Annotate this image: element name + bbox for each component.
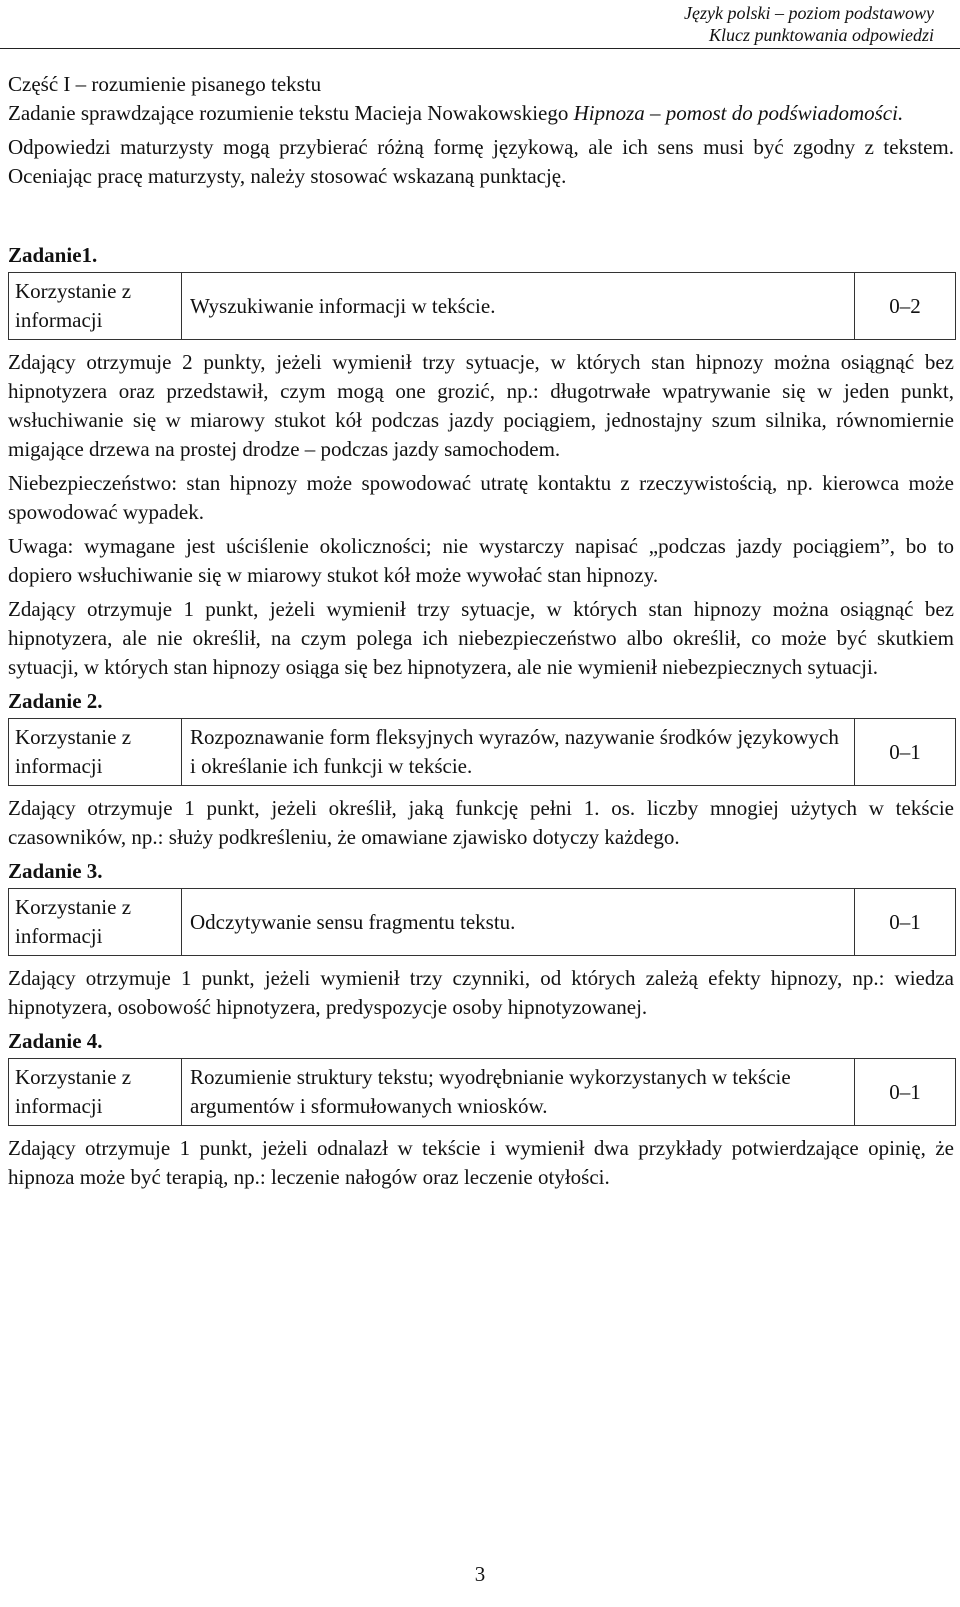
skill-description: Rozumienie struktury tekstu; wyodrębnianie wykorzystanych w tekście argumentów i sformułowanych wniosków. (182, 1059, 855, 1126)
skill-table (8, 718, 956, 786)
scoring-paragraph: Uwaga: wymagane jest uściślenie okoliczności; nie wystarczy napisać „podczas jazdy pociągiem”, bo to dopiero wsłuchiwanie się w miarowy stukot kół może wywołać stan hipnozy. (8, 534, 954, 587)
skill-category: Korzystanie z informacji (9, 889, 182, 956)
task-1 (8, 241, 954, 682)
scoring-paragraph: Niebezpieczeństwo: stan hipnozy może spowodować utratę kontaktu z rzeczywistością, np. kierowca może spowodować wypadek. (8, 471, 954, 524)
skill-description: Odczytywanie sensu fragmentu tekstu. (182, 889, 855, 956)
text-title: Hipnoza – pomost do podświadomości. (573, 101, 904, 125)
task-title: Zadanie1. (8, 243, 98, 267)
scoring-paragraph: Zdający otrzymuje 2 punkty, jeżeli wymienił trzy sytuacje, w których stan hipnozy można osiągnąć bez hipnotyzera oraz przedstawił, czym mogą one grozić, np.: długotrwałe wpatrywanie się w jeden punkt, wsłuchiwanie się w miarowy stukot kół podczas jazdy pociągiem, jednostajny szum silnika, równomiernie migające drzewa na prostej drodze – podczas jazdy samochodem. (8, 350, 954, 461)
skill-description: Wyszukiwanie informacji w tekście. (182, 273, 855, 340)
scoring-paragraph: Zdający otrzymuje 1 punkt, jeżeli wymienił trzy sytuacje, w których stan hipnozy można osiągnąć bez hipnotyzera, ale nie określił, na czym polega ich niebezpieczeństwo albo określił, co może być skutkiem sytuacji, w których stan hipnozy osiąga się bez hipnotyzera, ale nie wymienił niebezpiecznych sytuacji. (8, 597, 954, 679)
skill-table (8, 888, 956, 956)
skill-table (8, 1058, 956, 1126)
document-body (8, 70, 954, 1197)
task-title: Zadanie 3. (8, 859, 103, 883)
scoring-paragraph: Zdający otrzymuje 1 punkt, jeżeli wymienił trzy czynniki, od których zależą efekty hipnozy, np.: wiedza hipnotyzera, osobowość hipnotyzera, predyspozycje osoby hipnotyzowanej. (8, 966, 954, 1019)
page-number: 3 (474, 1562, 486, 1586)
points-range: 0–2 (855, 273, 956, 340)
skill-category: Korzystanie z informacji (9, 719, 182, 786)
task-description-text: Zadanie sprawdzające rozumienie tekstu Macieja Nowakowskiego (8, 101, 574, 125)
page-header (534, 0, 934, 46)
task-3 (8, 857, 954, 1022)
task-title: Zadanie 2. (8, 689, 103, 713)
task-2 (8, 687, 954, 852)
header-subject: Język polski – poziom podstawowy (684, 3, 934, 23)
points-range: 0–1 (855, 889, 956, 956)
skill-category: Korzystanie z informacji (9, 1059, 182, 1126)
skill-category: Korzystanie z informacji (9, 273, 182, 340)
skill-table (8, 272, 956, 340)
scoring-paragraph: Zdający otrzymuje 1 punkt, jeżeli odnalazł w tekście i wymienił dwa przykłady potwierdzające opinię, że hipnoza może być terapią, np.: leczenie nałogów oraz leczenie otyłości. (8, 1136, 954, 1189)
part-heading: Część I – rozumienie pisanego tekstu (8, 72, 322, 96)
task-4 (8, 1027, 954, 1192)
header-divider (0, 48, 960, 49)
scoring-paragraph: Zdający otrzymuje 1 punkt, jeżeli określił, jaką funkcję pełni 1. os. liczby mnogiej użytych w tekście czasowników, np.: służy podkreśleniu, że omawiane zjawisko dotyczy każdego. (8, 796, 954, 849)
grading-note: Odpowiedzi maturzysty mogą przybierać różną formę językową, ale ich sens musi być zgodny z tekstem. Oceniając pracę maturzysty, należy stosować wskazaną punktację. (8, 135, 954, 188)
points-range: 0–1 (855, 1059, 956, 1126)
header-subtitle: Klucz punktowania odpowiedzi (709, 25, 934, 45)
task-title: Zadanie 4. (8, 1029, 103, 1053)
task-description (8, 99, 954, 128)
skill-description: Rozpoznawanie form fleksyjnych wyrazów, nazywanie środków językowych i określanie ich funkcji w tekście. (182, 719, 855, 786)
points-range: 0–1 (855, 719, 956, 786)
